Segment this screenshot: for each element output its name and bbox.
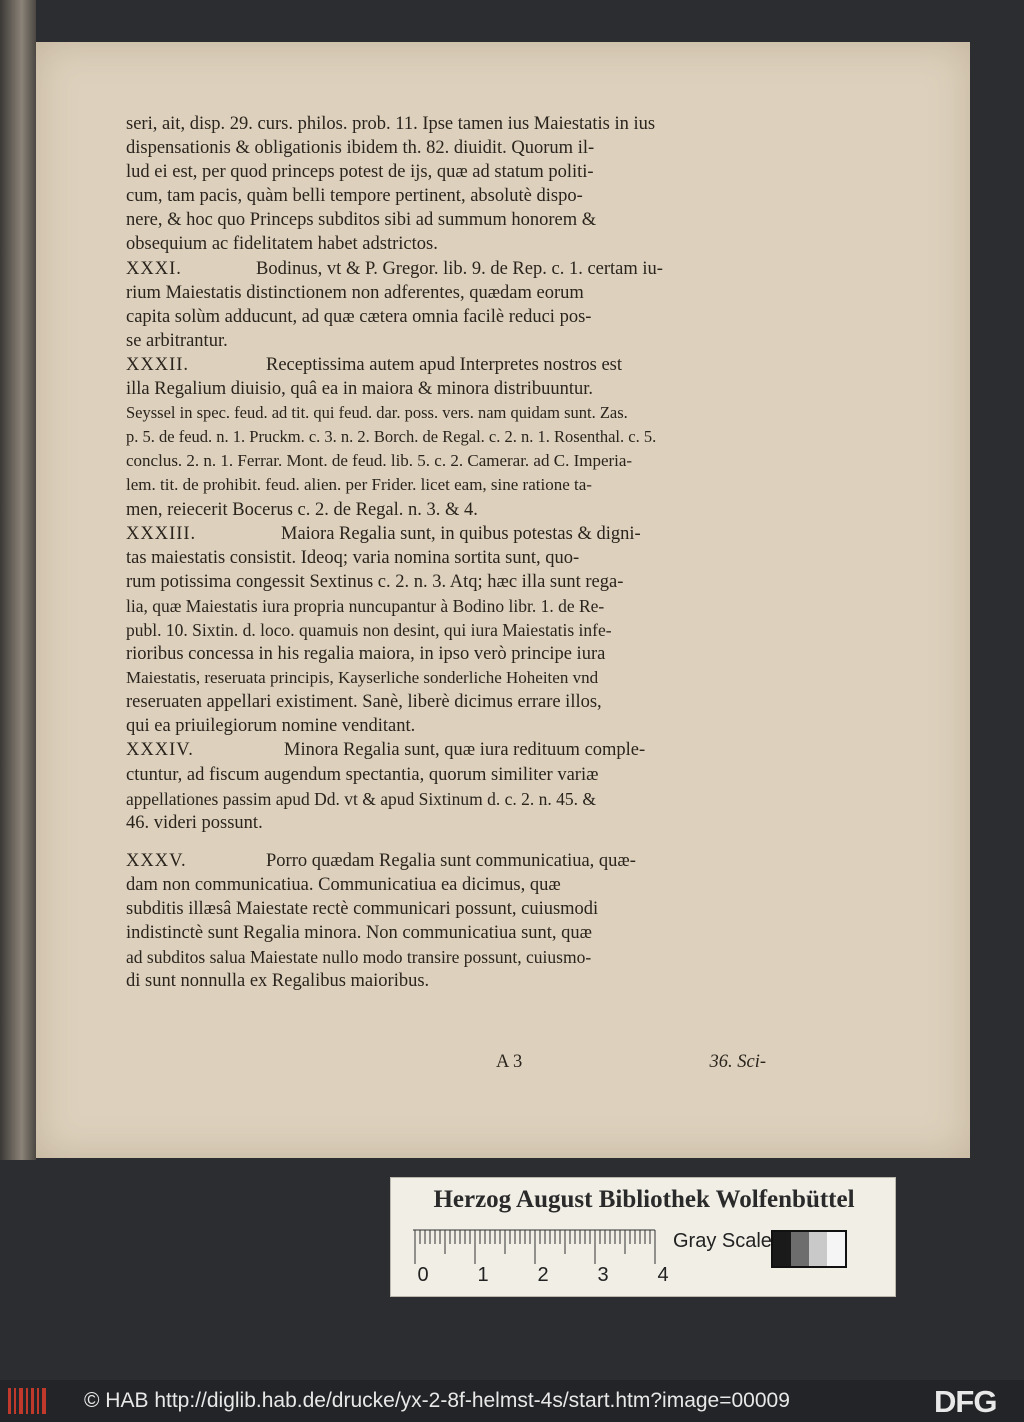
paragraph-number: XXXV. xyxy=(126,850,187,871)
ruler-ticks xyxy=(413,1228,663,1266)
gray-swatch xyxy=(827,1232,845,1266)
text-line: dispensationis & obligationis ibidem th. 82. diuidit. Quorum il- xyxy=(126,138,595,159)
paragraph-xxxi xyxy=(126,257,766,353)
text-line: XXXIII. Maiora Regalia sunt, in quibus potestas & digni- xyxy=(126,522,766,546)
paragraph-number: XXXIV. xyxy=(126,740,194,761)
text-line: appellationes passim apud Dd. vt & apud Sixtinum d. c. 2. n. 45. & xyxy=(126,788,597,809)
text-line: ctuntur, ad fiscum augendum spectantia, quorum similiter variæ xyxy=(126,764,599,785)
text-line: tas maiestatis consistit. Ideoq; varia nomina sortita sunt, quo- xyxy=(126,547,580,568)
text-line: qui ea priuilegiorum nomine venditant. xyxy=(126,716,416,737)
text-line: rium Maiestatis distinctionem non adferentes, quædam eorum xyxy=(126,282,584,303)
ruler-number: 1 xyxy=(477,1264,489,1286)
text-line: illa Regalium diuisio, quâ ea in maiora & minora distribuuntur. xyxy=(126,379,594,400)
book-page xyxy=(36,42,970,1158)
paragraph-xxxiv xyxy=(126,738,766,834)
text-line: publ. 10. Sixtin. d. loco. quamuis non desint, qui iura Maiestatis infe- xyxy=(126,619,612,640)
gray-swatch xyxy=(809,1232,827,1266)
text-line: p. 5. de feud. n. 1. Pruckm. c. 3. n. 2. Borch. de Regal. c. 2. n. 1. Rosenthal. c. 5. xyxy=(126,427,657,447)
ruler-number: 3 xyxy=(597,1264,609,1286)
text-line: rioribus concessa in his regalia maiora, in ipso verò principe iura xyxy=(126,644,606,665)
text-line: 46. videri possunt. xyxy=(126,812,263,833)
text-line: rum potissima congessit Sextinus c. 2. n. 3. Atq; hæc illa sunt rega- xyxy=(126,571,624,592)
signature-mark: A 3 xyxy=(496,1052,523,1072)
text-line: conclus. 2. n. 1. Ferrar. Mont. de feud. lib. 5. c. 2. Camerar. ad C. Imperia- xyxy=(126,451,633,471)
ruler-number: 2 xyxy=(537,1264,549,1286)
text-line: cum, tam pacis, quàm belli tempore pertinent, absolutè dispo- xyxy=(126,186,583,207)
library-name: Herzog August Bibliothek Wolfenbüttel xyxy=(433,1186,855,1213)
source-url-link[interactable]: © HAB http://diglib.hab.de/drucke/yx-2-8f-helmst-4s/start.htm?image=00009 xyxy=(84,1389,790,1412)
paragraph-xxxv xyxy=(126,849,766,994)
text-line: subditis illæsâ Maiestate rectè communicari possunt, cuiusmodi xyxy=(126,899,599,919)
gray-swatch xyxy=(791,1232,809,1266)
text-line: lia, quæ Maiestatis iura propria nuncupantur à Bodino libr. 1. de Re- xyxy=(126,595,605,616)
text-line: obsequium ac fidelitatem habet adstrictos. xyxy=(126,234,438,255)
paragraph-xxxii xyxy=(126,353,766,522)
paragraph-number: XXXII. xyxy=(126,354,190,375)
text-line: XXXII. Receptissima autem apud Interpretes nostros est xyxy=(126,353,766,377)
paragraph-xxxiii xyxy=(126,522,766,739)
text-line: XXXIV. Minora Regalia sunt, quæ iura redituum comple- xyxy=(126,738,766,762)
text-line: men, reiecerit Bocerus c. 2. de Regal. n. 3. & 4. xyxy=(126,499,478,520)
text-line: se arbitrantur. xyxy=(126,330,228,351)
ruler xyxy=(413,1228,663,1268)
page-footer xyxy=(126,1052,766,1078)
text-line: XXXV. Porro quædam Regalia sunt communicatiua, quæ- xyxy=(126,849,766,873)
text-line: lem. tit. de prohibit. feud. alien. per Frider. licet eam, sine ratione ta- xyxy=(126,475,592,495)
ruler-number: 0 xyxy=(417,1264,429,1286)
text-line: XXXI. Bodinus, vt & P. Gregor. lib. 9. de Rep. c. 1. certam iu- xyxy=(126,257,766,281)
dfg-logo: DFG xyxy=(934,1384,997,1419)
gray-scale-label: Gray Scale xyxy=(673,1230,772,1252)
text-line: Maiestatis, reseruata principis, Kayserliche sonderliche Hoheiten vnd xyxy=(126,668,599,688)
text-line: indistinctè sunt Regalia minora. Non communicatiua sunt, quæ xyxy=(126,923,593,944)
catchword: 36. Sci- xyxy=(709,1052,766,1072)
paragraph-number: XXXI. xyxy=(126,258,182,279)
text-line: dam non communicatiua. Communicatiua ea dicimus, quæ xyxy=(126,874,561,895)
text-line: di sunt nonnulla ex Regalibus maioribus. xyxy=(126,971,430,992)
gray-swatch xyxy=(773,1232,791,1266)
page-text xyxy=(126,112,766,993)
gray-scale-swatches xyxy=(771,1230,847,1268)
color-target-card xyxy=(390,1177,896,1297)
barcode-icon xyxy=(8,1388,48,1414)
ruler-number: 4 xyxy=(657,1264,669,1286)
paragraph-number: XXXIII. xyxy=(126,523,197,544)
text-line: capita solùm adducunt, ad quæ cætera omnia facilè reduci pos- xyxy=(126,306,592,327)
book-edge xyxy=(0,0,36,1160)
text-line: seri, ait, disp. 29. curs. philos. prob. 11. Ipse tamen ius Maiestatis in ius xyxy=(126,114,656,134)
text-line: Seyssel in spec. feud. ad tit. qui feud. dar. poss. vers. nam quidam sunt. Zas. xyxy=(126,403,628,423)
text-line: nere, & hoc quo Princeps subditos sibi ad summum honorem & xyxy=(126,210,597,231)
viewer-footer xyxy=(0,1380,1024,1422)
text-line: ad subditos salua Maiestate nullo modo transire possunt, cuiusmo- xyxy=(126,947,592,968)
text-line: reseruaten appellari existiment. Sanè, liberè dicimus errare illos, xyxy=(126,692,602,713)
text-line: lud ei est, per quod princeps potest de ijs, quæ ad statum politi- xyxy=(126,162,594,183)
